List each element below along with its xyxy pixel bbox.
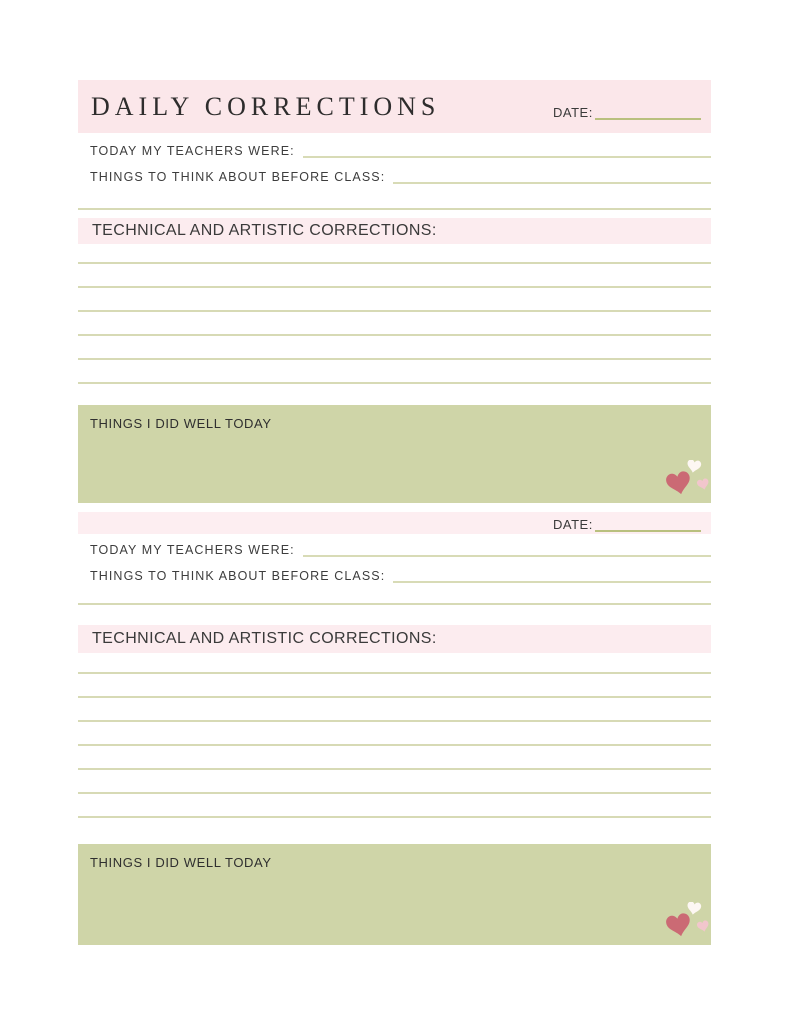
corrections-write-line[interactable] <box>78 310 711 312</box>
teachers-input-line[interactable] <box>303 143 711 158</box>
teachers-input-line[interactable] <box>303 542 711 557</box>
did-well-label: THINGS I DID WELL TODAY <box>90 416 272 431</box>
corrections-write-line[interactable] <box>78 286 711 288</box>
corrections-write-line[interactable] <box>78 262 711 264</box>
corrections-write-line[interactable] <box>78 382 711 384</box>
corrections-label: TECHNICAL AND ARTISTIC CORRECTIONS: <box>92 222 437 239</box>
before-class-label: THINGS TO THINK ABOUT BEFORE CLASS: <box>90 569 386 583</box>
three-hearts-icon <box>664 902 710 942</box>
before-class-field-row <box>90 169 711 184</box>
before-class-field-row <box>90 568 711 583</box>
corrections-write-line[interactable] <box>78 334 711 336</box>
page-title: DAILY CORRECTIONS <box>91 91 441 121</box>
date-input-line[interactable] <box>595 516 701 532</box>
before-class-input-line[interactable] <box>393 568 711 583</box>
teachers-label: TODAY MY TEACHERS WERE: <box>90 144 295 158</box>
corrections-banner <box>78 625 711 653</box>
ruled-line[interactable] <box>78 603 711 605</box>
teachers-field-row <box>90 143 711 158</box>
corrections-label: TECHNICAL AND ARTISTIC CORRECTIONS: <box>92 630 437 647</box>
three-hearts-icon <box>664 460 710 500</box>
corrections-write-line[interactable] <box>78 768 711 770</box>
corrections-write-line[interactable] <box>78 672 711 674</box>
ruled-line[interactable] <box>78 208 711 210</box>
date-input-line[interactable] <box>595 104 701 120</box>
before-class-label: THINGS TO THINK ABOUT BEFORE CLASS: <box>90 170 386 184</box>
teachers-label: TODAY MY TEACHERS WERE: <box>90 543 295 557</box>
did-well-input-area[interactable] <box>78 405 711 503</box>
date-label: DATE: <box>553 105 593 120</box>
corrections-write-line[interactable] <box>78 696 711 698</box>
corrections-write-line[interactable] <box>78 744 711 746</box>
corrections-write-line[interactable] <box>78 816 711 818</box>
date-field <box>553 516 701 532</box>
corrections-write-line[interactable] <box>78 792 711 794</box>
teachers-field-row <box>90 542 711 557</box>
date-label: DATE: <box>553 517 593 532</box>
header-banner <box>78 80 711 133</box>
corrections-write-line[interactable] <box>78 720 711 722</box>
corrections-write-line[interactable] <box>78 358 711 360</box>
did-well-input-area[interactable] <box>78 844 711 945</box>
date-bar <box>78 512 711 534</box>
corrections-banner <box>78 218 711 244</box>
did-well-label: THINGS I DID WELL TODAY <box>90 855 272 870</box>
before-class-input-line[interactable] <box>393 169 711 184</box>
date-field <box>553 104 701 120</box>
